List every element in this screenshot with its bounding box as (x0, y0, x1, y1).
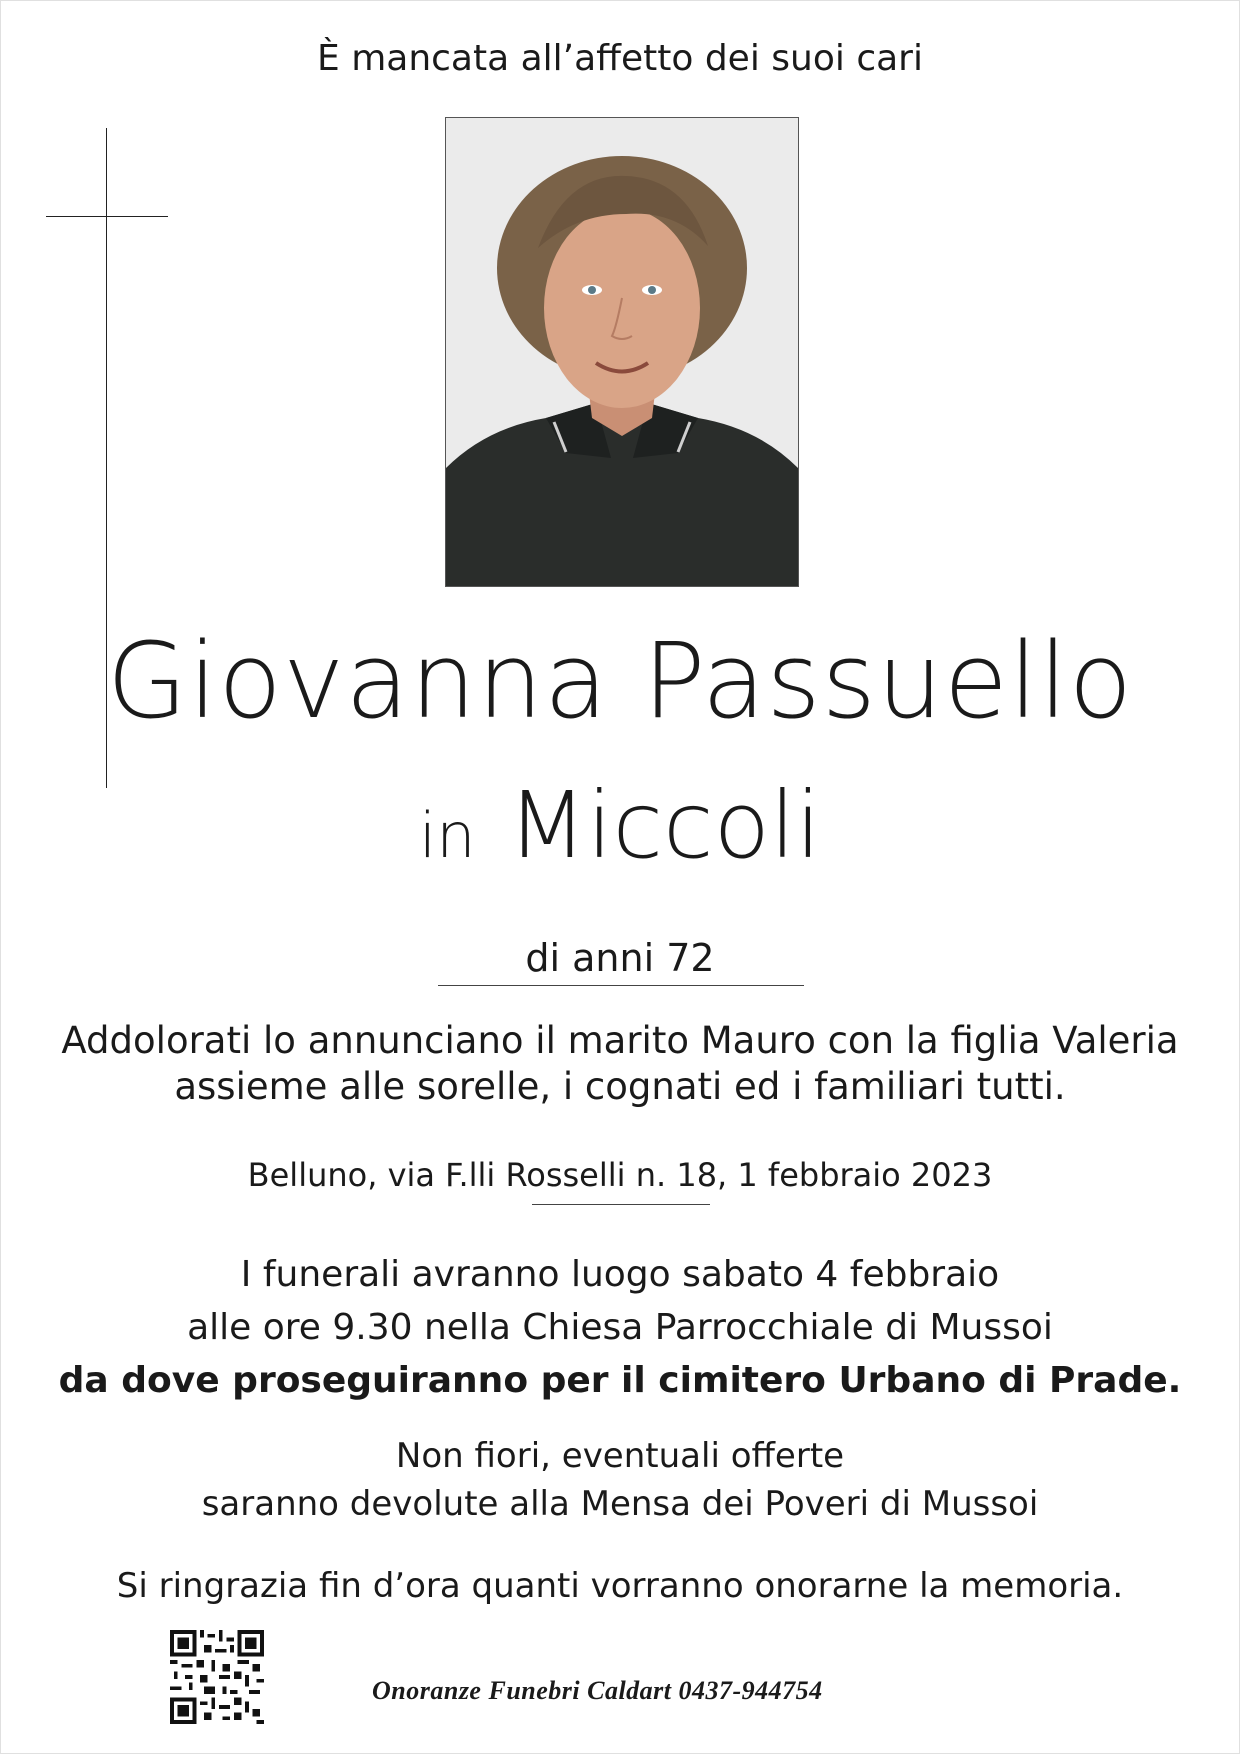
address-divider (532, 1204, 710, 1205)
funeral-details (0, 1248, 1240, 1407)
married-prefix: in (418, 799, 476, 872)
age-divider (438, 985, 804, 986)
funeral-line: I funerali avranno luogo sabato 4 febbraio (240, 1254, 1000, 1295)
flowers-note (0, 1432, 1240, 1528)
address-date: Belluno, via F.lli Rosselli n. 18, 1 febbraio 2023 (247, 1156, 993, 1194)
portrait-photo (445, 117, 799, 587)
funeral-agency: Onoranze Funebri Caldart 0437-944754 (372, 1676, 823, 1705)
married-name (0, 772, 1240, 879)
funeral-line: alle ore 9.30 nella Chiesa Parrocchiale di Mussoi (187, 1307, 1053, 1348)
flowers-line: saranno devolute alla Mensa dei Poveri di Mussoi (201, 1484, 1039, 1524)
cross-horizontal-bar (46, 216, 168, 217)
announcement (0, 1018, 1240, 1110)
deceased-name: Giovanna Passuello (106, 620, 1134, 742)
married-surname: Miccoli (507, 772, 822, 879)
qr-code-icon (170, 1630, 264, 1724)
flowers-line: Non fiori, eventuali offerte (395, 1436, 845, 1476)
announcement-line: assieme alle sorelle, i cognati ed i familiari tutti. (174, 1065, 1066, 1108)
intro-text: È mancata all’affetto dei suoi cari (317, 38, 923, 79)
thanks-text: Si ringrazia fin d’ora quanti vorranno onorarne la memoria. (116, 1566, 1124, 1606)
age-text: di anni 72 (525, 936, 715, 980)
announcement-line: Addolorati lo annunciano il marito Mauro con la figlia Valeria (61, 1019, 1179, 1062)
funeral-line-bold: da dove proseguiranno per il cimitero Urbano di Prade. (58, 1360, 1182, 1401)
